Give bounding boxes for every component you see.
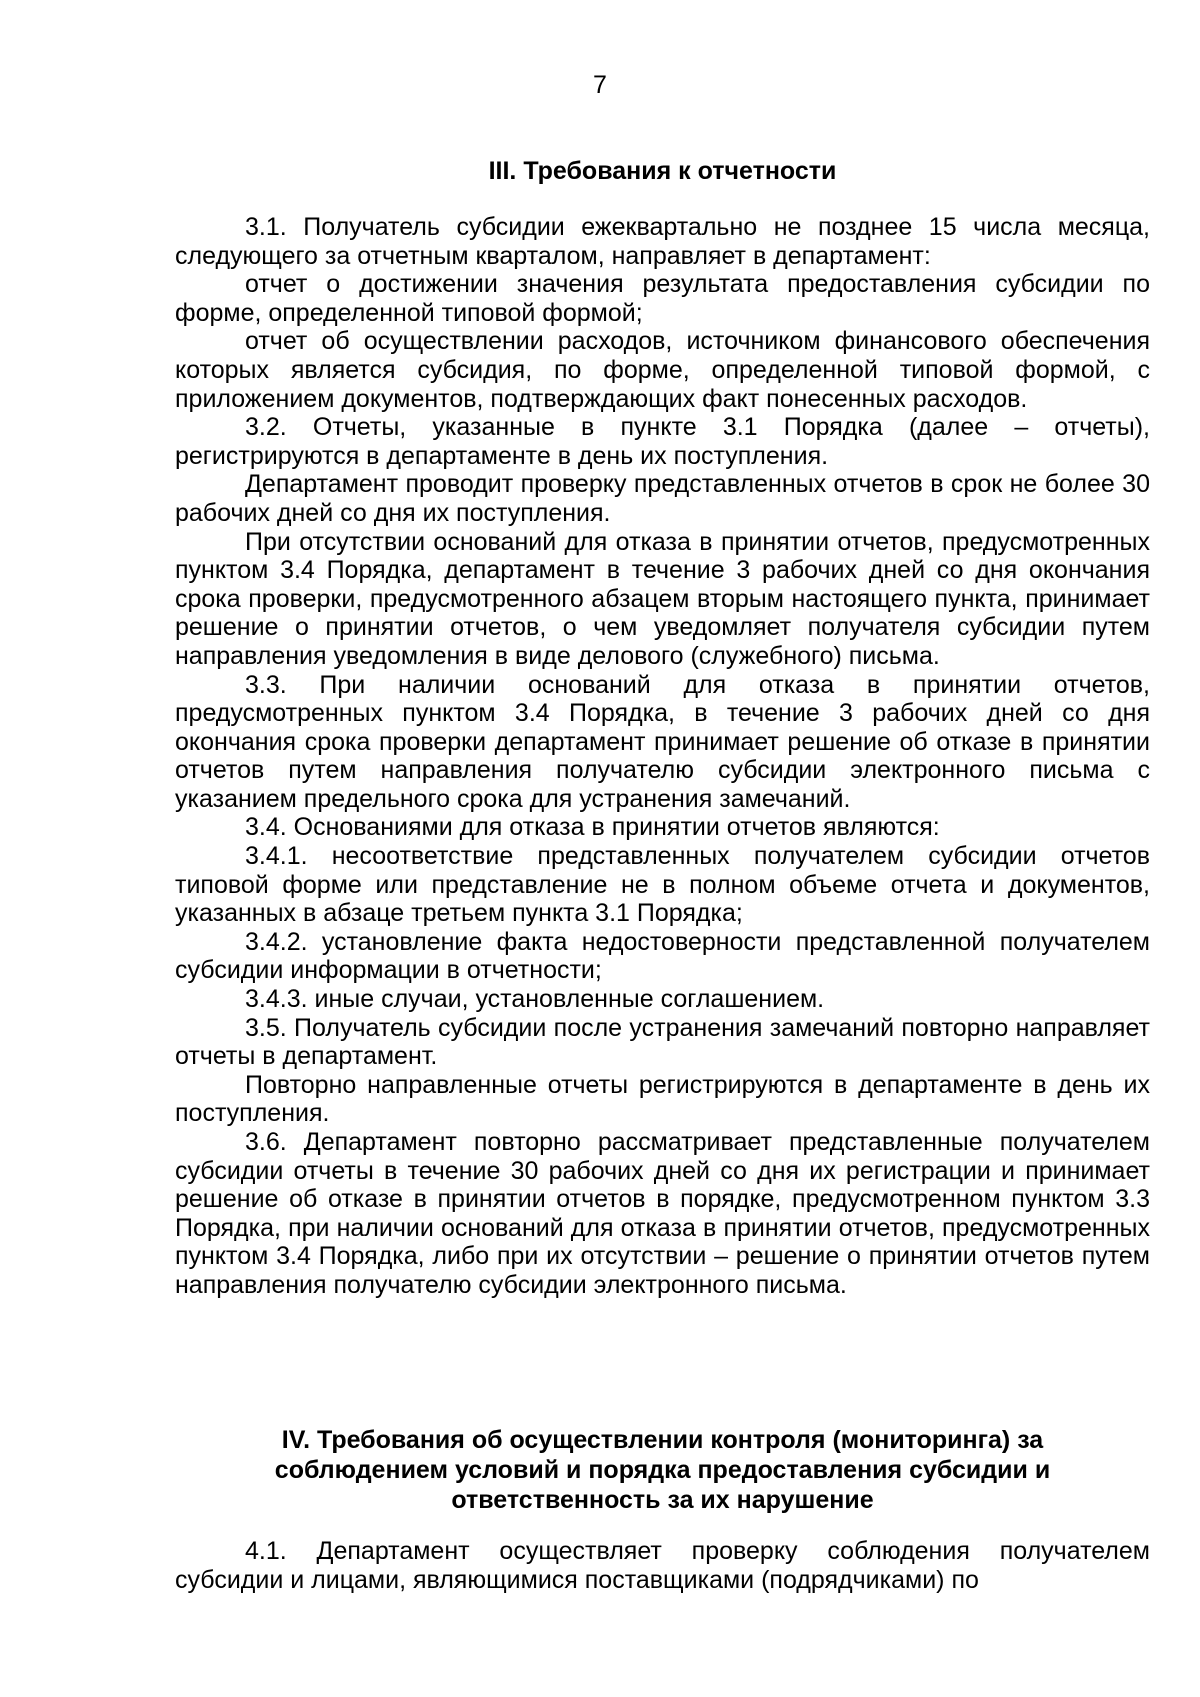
paragraph-3-5: 3.5. Получатель субсидии после устранения замечаний повторно направляет отчеты в департамент. bbox=[175, 1013, 1150, 1071]
paragraph-3-4: 3.4. Основаниями для отказа в принятии отчетов являются: bbox=[245, 813, 940, 842]
section-4-title-line-1: IV. Требования об осуществлении контроля (мониторинга) за bbox=[281, 1426, 1044, 1454]
paragraph-3-2: 3.2. Отчеты, указанные в пункте 3.1 Порядка (далее – отчеты), регистрируются в департаменте в день их поступления. bbox=[175, 413, 1150, 470]
paragraph-4-1: 4.1. Департамент осуществляет проверку соблюдения получателем субсидии и лицами, являющимися поставщиками (подрядчиками) по bbox=[175, 1537, 1150, 1594]
section-4-title-line-3: ответственность за их нарушение bbox=[451, 1486, 874, 1514]
section-4-title bbox=[175, 1425, 1150, 1515]
paragraph-3-6: 3.6. Департамент повторно рассматривает представленные получателем субсидии отчеты в течение 30 рабочих дней со дня их регистрации и принимает решение об отказе в принятии отчетов в порядке, предусмотренном пунктом 3.3 Порядка, при наличии оснований для отказа в принятии отчетов, предусмотренных пунктом 3.4 Порядка, либо при их отсутствии – решение о принятии отчетов путем направления получателю субсидии электронного письма. bbox=[175, 1128, 1150, 1299]
section-3-title: III. Требования к отчетности bbox=[488, 157, 837, 185]
paragraph-3-2-acceptance: При отсутствии оснований для отказа в принятии отчетов, предусмотренных пунктом 3.4 Порядка, департамент в течение 3 рабочих дней со дня окончания срока проверки, предусмотренного абзацем вторым настоящего пункта, принимает решение о принятии отчетов, о чем уведомляет получателя субсидии путем направления уведомления в виде делового (служебного) письма. bbox=[175, 527, 1150, 670]
paragraph-3-4-2: 3.4.2. установление факта недостоверности представленной получателем субсидии информации в отчетности; bbox=[175, 927, 1150, 985]
paragraph-3-1-item-2: отчет об осуществлении расходов, источником финансового обеспечения которых является субсидия, по форме, определенной типовой формой, с приложением документов, подтверждающих факт понесенных расходов. bbox=[175, 327, 1150, 413]
paragraph-3-4-1: 3.4.1. несоответствие представленных получателем субсидии отчетов типовой форме или представление не в полном объеме отчета и документов, указанных в абзаце третьем пункта 3.1 Порядка; bbox=[175, 842, 1150, 928]
page-number: 7 bbox=[593, 71, 607, 99]
section-4-title-line-2: соблюдением условий и порядка предоставления субсидии и bbox=[274, 1456, 1051, 1484]
paragraph-3-1: 3.1. Получатель субсидии ежеквартально не позднее 15 числа месяца, следующего за отчетным кварталом, направляет в департамент: bbox=[175, 213, 1150, 270]
paragraph-3-1-item-1: отчет о достижении значения результата предоставления субсидии по форме, определенной типовой формой; bbox=[175, 270, 1150, 327]
section-4-body bbox=[175, 1537, 1150, 1594]
paragraph-3-2-check: Департамент проводит проверку представленных отчетов в срок не более 30 рабочих дней со дня их поступления. bbox=[175, 470, 1150, 527]
paragraph-3-4-3: 3.4.3. иные случаи, установленные соглашением. bbox=[245, 985, 825, 1014]
paragraph-3-5-registration: Повторно направленные отчеты регистрируются в департаменте в день их поступления. bbox=[175, 1070, 1150, 1128]
section-3-body bbox=[175, 213, 1150, 1300]
paragraph-3-3: 3.3. При наличии оснований для отказа в принятии отчетов, предусмотренных пунктом 3.4 Порядка, в течение 3 рабочих дней со дня окончания срока проверки департамент принимает решение об отказе в принятии отчетов путем направления получателю субсидии электронного письма с указанием предельного срока для устранения замечаний. bbox=[175, 670, 1150, 813]
